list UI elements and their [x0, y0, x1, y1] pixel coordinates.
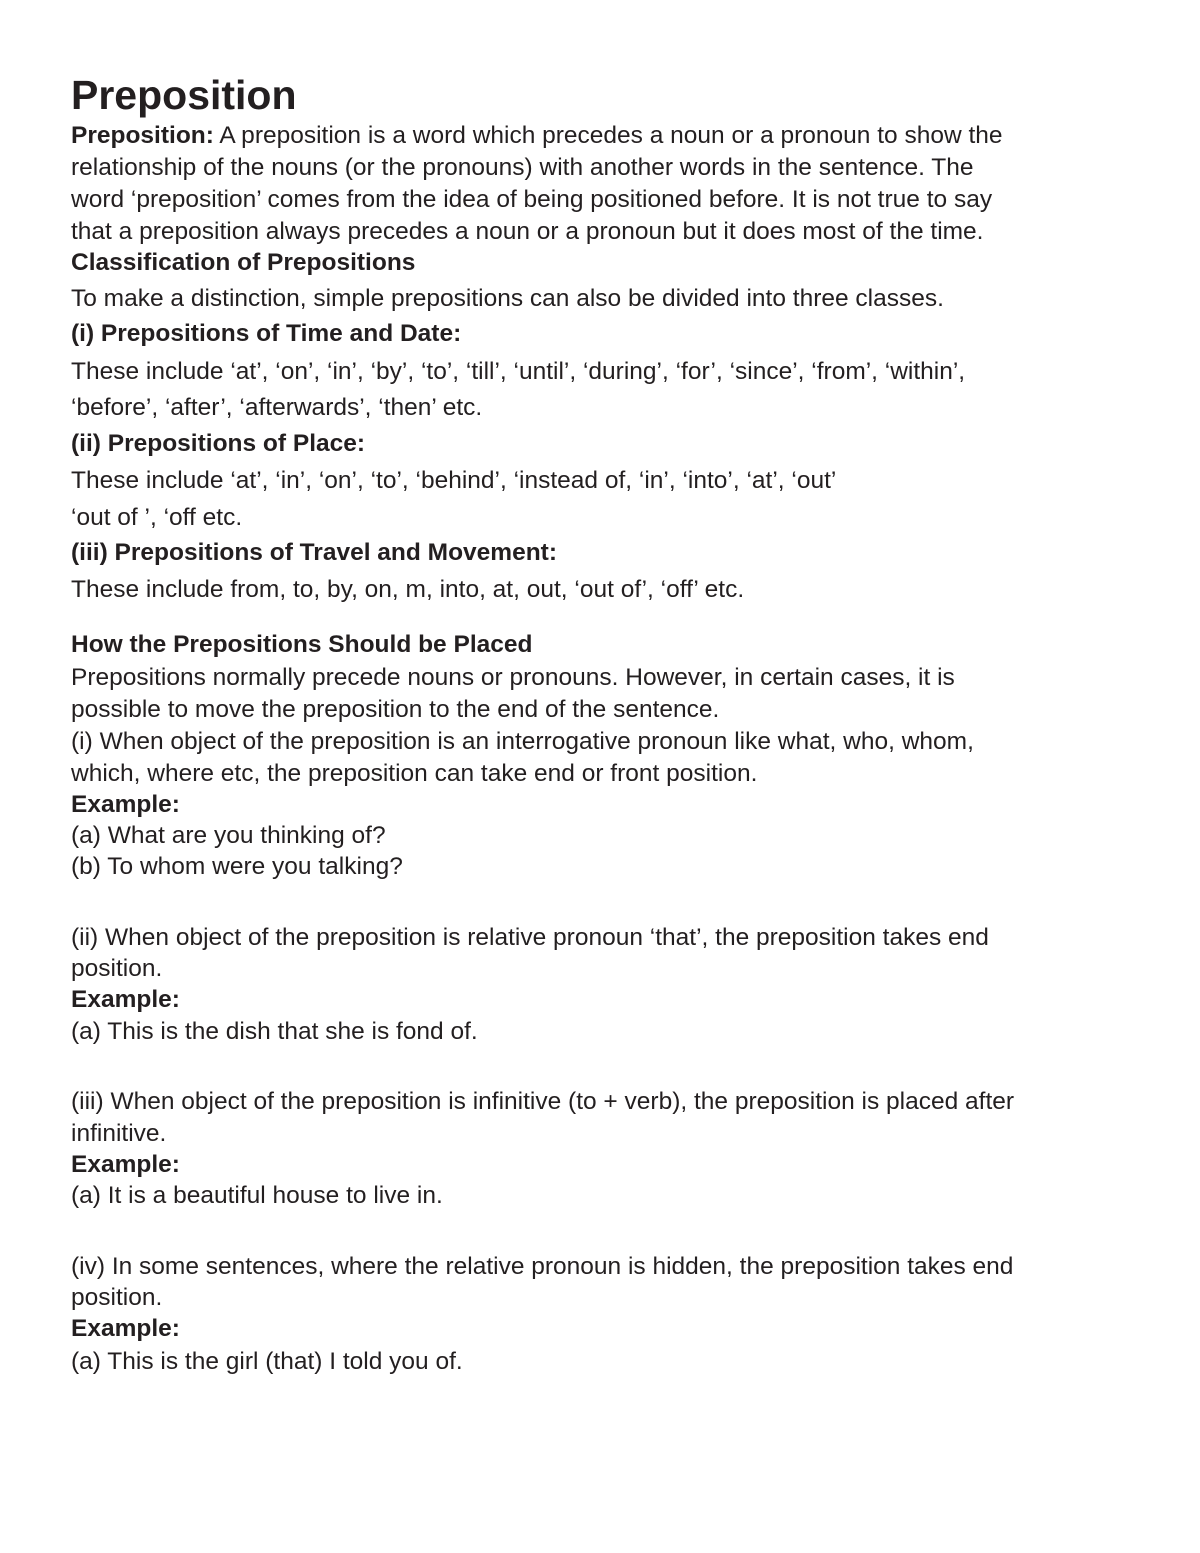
intro-line-2: relationship of the nouns (or the pronouns) with another words in the sentence. The	[71, 154, 974, 181]
placement-heading: How the Prepositions Should be Placed	[71, 631, 533, 658]
intro-label: Preposition:	[71, 122, 214, 149]
travel-heading: (iii) Prepositions of Travel and Movement:	[71, 539, 557, 566]
rule-1-line-2: which, where etc, the preposition can take end or front position.	[71, 760, 758, 787]
time-line-2: ‘before’, ‘after’, ‘afterwards’, ‘then’ etc.	[71, 394, 483, 421]
place-heading: (ii) Prepositions of Place:	[71, 430, 366, 457]
rule-1-example-a: (a) What are you thinking of?	[71, 822, 386, 849]
intro-line-4: that a preposition always precedes a noun or a pronoun but it does most of the time.	[71, 218, 984, 245]
rule-2-example-a: (a) This is the dish that she is fond of.	[71, 1018, 478, 1045]
rule-4-line-2: position.	[71, 1284, 163, 1311]
rule-3-line-1: (iii) When object of the preposition is infinitive (to + verb), the preposition is placed after	[71, 1088, 1015, 1115]
page-title: Preposition	[71, 72, 297, 118]
rule-2-line-2: position.	[71, 955, 163, 982]
rule-4-example-label: Example:	[71, 1315, 180, 1342]
travel-line-1: These include from, to, by, on, m, into, at, out, ‘out of’, ‘off’ etc.	[71, 576, 745, 603]
time-heading: (i) Prepositions of Time and Date:	[71, 320, 462, 347]
intro-line-3: word ‘preposition’ comes from the idea of being positioned before. It is not true to say	[71, 186, 993, 213]
classification-heading: Classification of Prepositions	[71, 249, 416, 276]
rule-1-example-label: Example:	[71, 791, 180, 818]
rule-2-line-1: (ii) When object of the preposition is relative pronoun ‘that’, the preposition takes end	[71, 924, 989, 951]
rule-3-line-2: infinitive.	[71, 1120, 167, 1147]
intro-text-1: A preposition is a word which precedes a noun or a pronoun to show the	[219, 122, 1003, 149]
time-line-1: These include ‘at’, ‘on’, ‘in’, ‘by’, ‘to’, ‘till’, ‘until’, ‘during’, ‘for’, ‘since’, ‘from’, ‘within’,	[71, 358, 966, 385]
rule-1-example-b: (b) To whom were you talking?	[71, 853, 403, 880]
intro-line-1	[71, 120, 1151, 152]
place-line-2: ‘out of ’, ‘off etc.	[71, 504, 243, 531]
placement-intro-line-2: possible to move the preposition to the end of the sentence.	[71, 696, 720, 723]
placement-intro-line-1: Prepositions normally precede nouns or pronouns. However, in certain cases, it is	[71, 664, 955, 691]
classification-text: To make a distinction, simple prepositions can also be divided into three classes.	[71, 285, 944, 312]
rule-4-example-a: (a) This is the girl (that) I told you of.	[71, 1348, 463, 1375]
rule-1-line-1: (i) When object of the preposition is an interrogative pronoun like what, who, whom,	[71, 728, 974, 755]
place-line-1: These include ‘at’, ‘in’, ‘on’, ‘to’, ‘behind’, ‘instead of, ‘in’, ‘into’, ‘at’, ‘out’	[71, 467, 837, 494]
rule-4-line-1: (iv) In some sentences, where the relative pronoun is hidden, the preposition takes end	[71, 1253, 1014, 1280]
rule-2-example-label: Example:	[71, 986, 180, 1013]
rule-3-example-label: Example:	[71, 1151, 180, 1178]
rule-3-example-a: (a) It is a beautiful house to live in.	[71, 1182, 443, 1209]
